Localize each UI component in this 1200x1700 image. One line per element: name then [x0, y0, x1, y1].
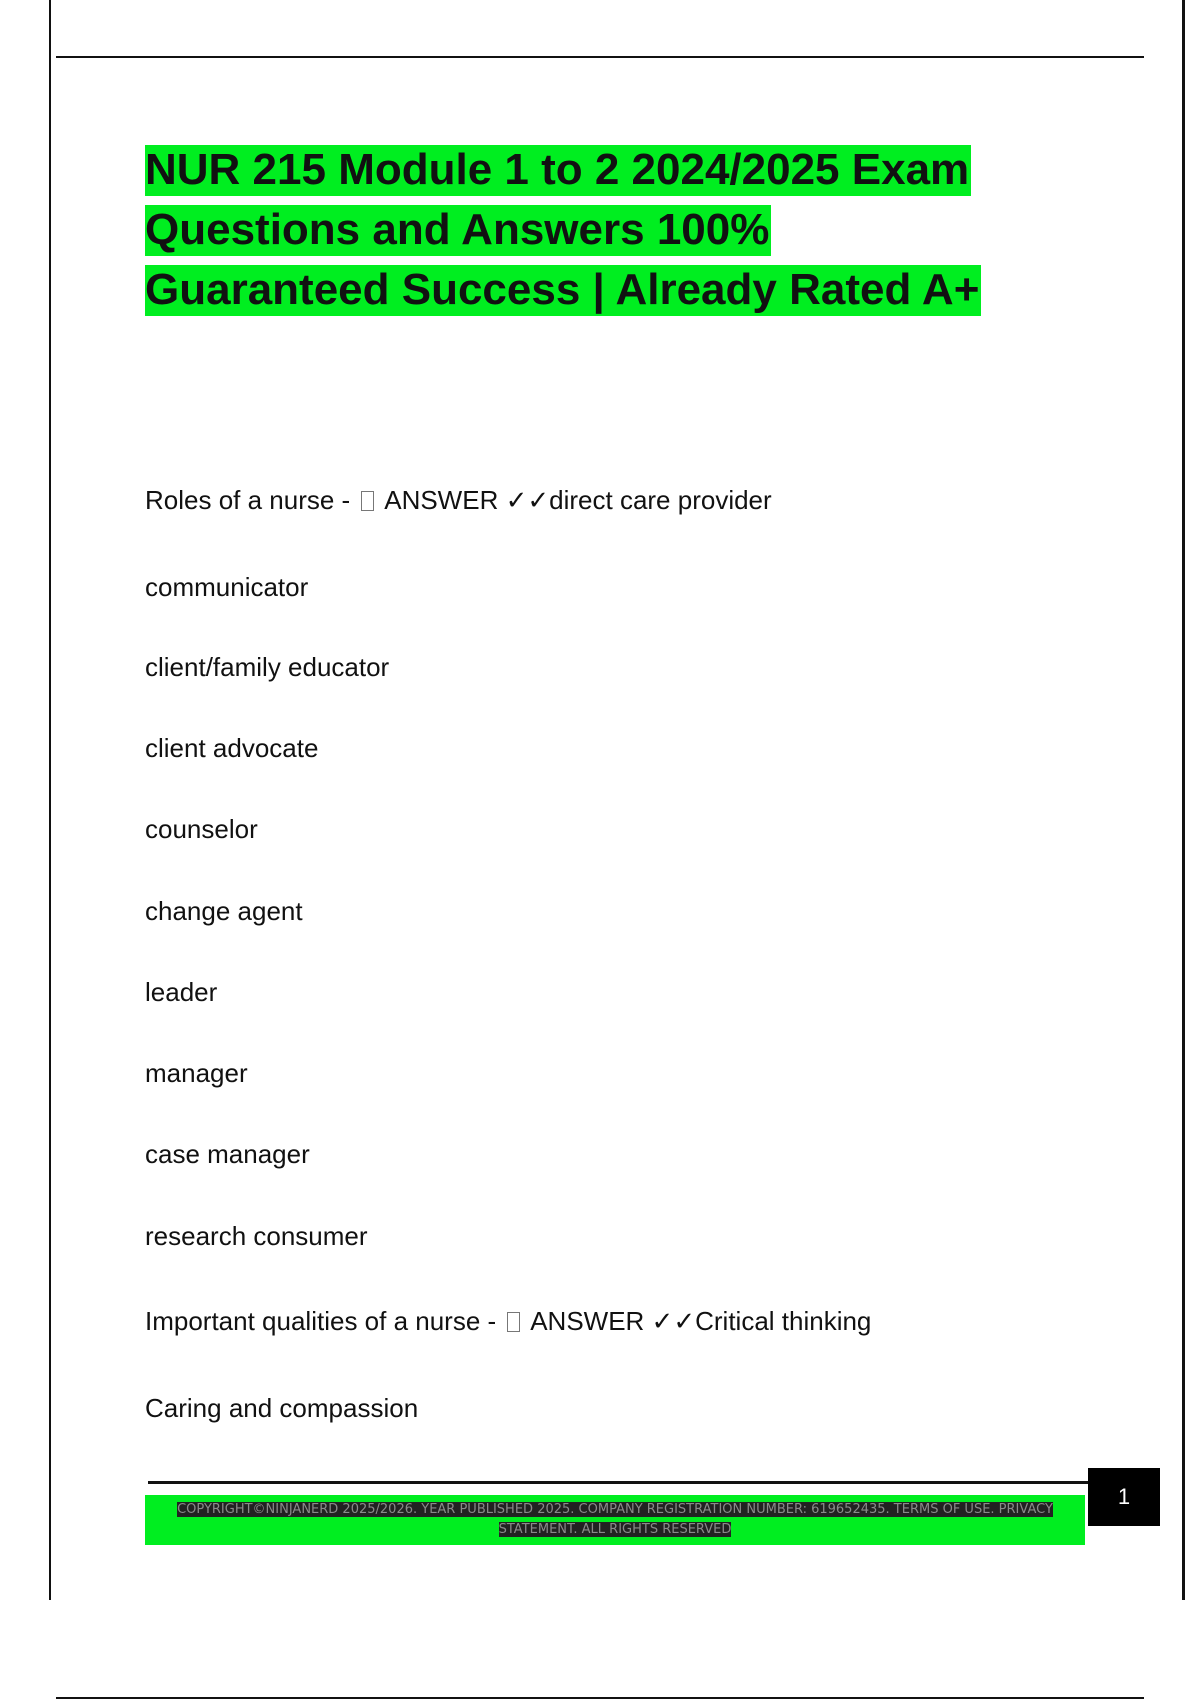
header-rule — [56, 56, 1144, 58]
question-roles-of-nurse: Roles of a nurse - ANSWER ✓✓direct care provider — [145, 485, 772, 515]
answer-line: communicator — [145, 572, 309, 602]
footer-rule — [148, 1481, 1088, 1484]
answer-line: case manager — [145, 1139, 310, 1169]
answer-line: leader — [145, 977, 218, 1007]
page-number: 1 — [1088, 1468, 1160, 1526]
answer-line: Caring and compassion — [145, 1393, 419, 1423]
answer-line: counselor — [145, 814, 258, 844]
question-qualities-of-nurse: Important qualities of a nurse - ANSWER ✓✓Critical thinking — [145, 1306, 872, 1336]
bottom-rule — [56, 1697, 1144, 1699]
missing-glyph-icon — [507, 1312, 520, 1332]
footer-line-2: STATEMENT. ALL RIGHTS RESERVED — [498, 1522, 732, 1537]
page-border-left — [49, 0, 51, 1600]
footer-line-1: COPYRIGHT©NINJANERD 2025/2026. YEAR PUBLISHED 2025. COMPANY REGISTRATION NUMBER: 619652435. TERMS OF USE. PRIVACY — [177, 1502, 1053, 1517]
answer-line: change agent — [145, 896, 303, 926]
answer-line: client/family educator — [145, 652, 390, 682]
answer-line: research consumer — [145, 1221, 368, 1251]
title-line-1: NUR 215 Module 1 to 2 2024/2025 Exam — [145, 145, 970, 194]
title-line-3: Guaranteed Success | Already Rated A+ — [145, 265, 980, 314]
document-title — [145, 140, 1105, 320]
missing-glyph-icon — [361, 491, 374, 511]
page-border-right — [1182, 0, 1185, 1600]
answer-line: manager — [145, 1058, 248, 1088]
answer-line: client advocate — [145, 733, 319, 763]
copyright-footer — [145, 1495, 1085, 1545]
title-line-2: Questions and Answers 100% — [145, 205, 770, 254]
